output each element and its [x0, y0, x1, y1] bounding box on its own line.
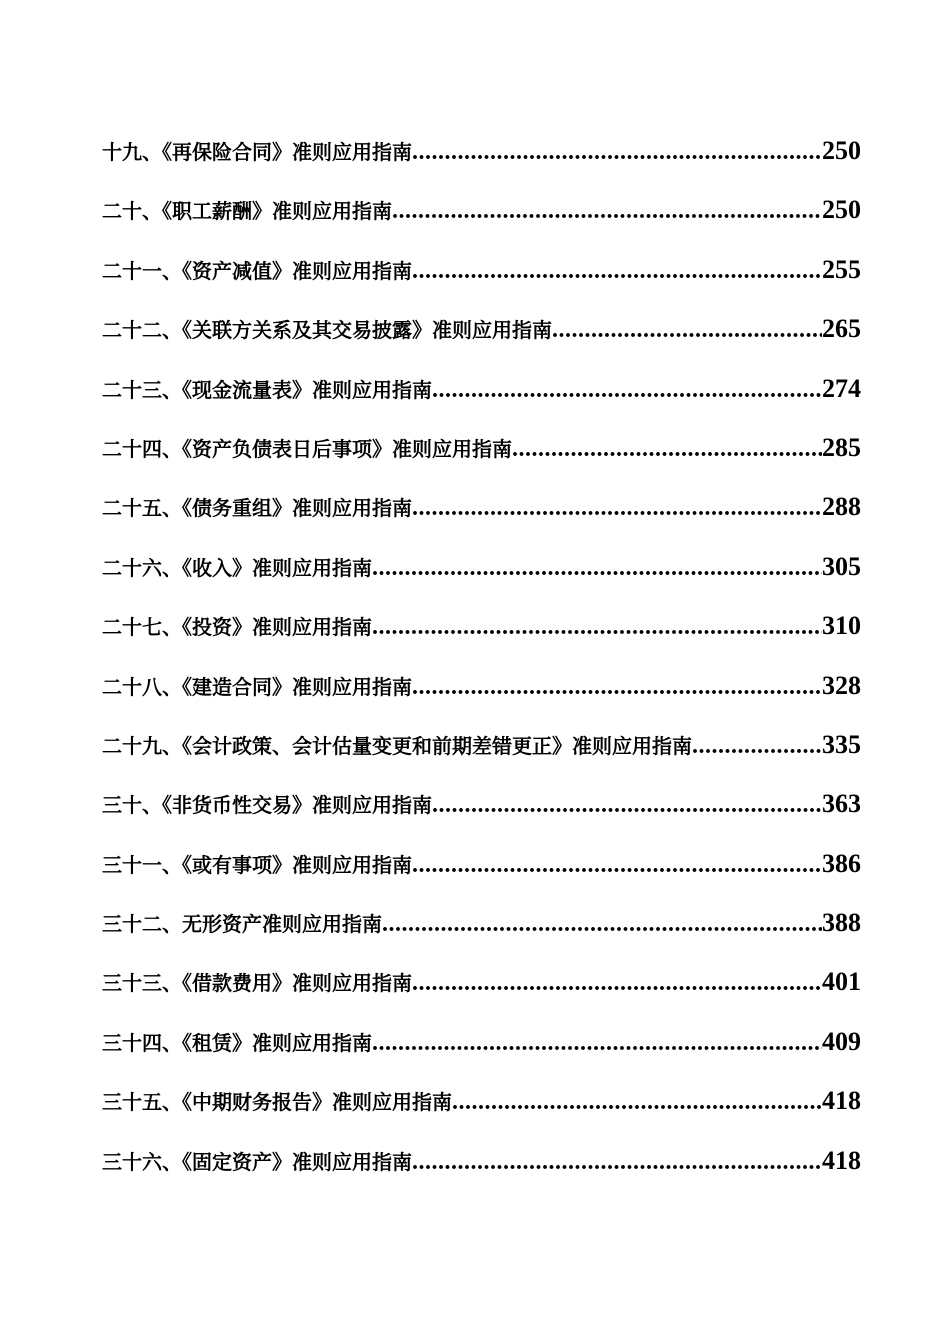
toc-entry[interactable] [102, 418, 861, 477]
toc-entry[interactable] [102, 121, 861, 180]
toc-entry-title: 三十三、《借款费用》准则应用指南 [102, 971, 412, 996]
toc-entry-title: 二十五、《债务重组》准则应用指南 [102, 496, 412, 521]
toc-entry[interactable] [102, 299, 861, 358]
dot-leader [692, 717, 822, 774]
toc-entry[interactable] [102, 477, 861, 536]
dot-leader [412, 1133, 822, 1190]
toc-entry[interactable] [102, 774, 861, 833]
toc-entry-title: 三十四、《租赁》准则应用指南 [102, 1030, 372, 1055]
dot-leader [432, 361, 822, 418]
toc-entry-page-number: 288 [822, 492, 861, 522]
toc-entry-page-number: 274 [822, 373, 861, 403]
toc-entry[interactable] [102, 1071, 861, 1130]
toc-entry-title: 十九、《再保险合同》准则应用指南 [102, 140, 412, 164]
toc-entry[interactable] [102, 359, 861, 418]
toc-entry[interactable] [102, 1131, 861, 1190]
toc-entry-page-number: 255 [822, 254, 861, 284]
toc-entry[interactable] [102, 1012, 861, 1071]
toc-entry-page-number: 250 [822, 195, 861, 225]
toc-entry-title: 三十六、《固定资产》准则应用指南 [102, 1149, 412, 1174]
dot-leader [552, 301, 822, 358]
toc-entry-title: 二十三、《现金流量表》准则应用指南 [102, 377, 432, 402]
toc-entry-title: 二十八、《建造合同》准则应用指南 [102, 674, 412, 699]
dot-leader [412, 479, 822, 536]
toc-entry-title: 三十五、《中期财务报告》准则应用指南 [102, 1090, 452, 1115]
dot-leader [372, 539, 822, 596]
toc-entry-page-number: 363 [822, 789, 861, 819]
toc-entry-page-number: 388 [822, 908, 861, 938]
toc-entry[interactable] [102, 952, 861, 1011]
toc-entry-title: 二十、《职工薪酬》准则应用指南 [102, 199, 392, 224]
dot-leader [412, 836, 822, 893]
toc-entry-title: 二十四、《资产负债表日后事项》准则应用指南 [102, 436, 512, 461]
toc-entry-title: 二十九、《会计政策、会计估量变更和前期差错更正》准则应用指南 [102, 733, 692, 758]
toc-entry[interactable] [102, 537, 861, 596]
toc-entry-page-number: 418 [822, 1086, 861, 1116]
dot-leader [412, 658, 822, 715]
toc-entry-title: 二十二、《关联方关系及其交易披露》准则应用指南 [102, 318, 552, 343]
toc-entry[interactable] [102, 834, 861, 893]
toc-entry-page-number: 328 [822, 670, 861, 700]
toc-entry-title: 三十、《非货币性交易》准则应用指南 [102, 793, 432, 818]
toc-entry[interactable] [102, 596, 861, 655]
toc-entry[interactable] [102, 893, 861, 952]
toc-entry-page-number: 418 [822, 1145, 861, 1175]
toc-entry-title: 二十六、《收入》准则应用指南 [102, 555, 372, 580]
toc-entry-page-number: 409 [822, 1026, 861, 1056]
toc-entry[interactable] [102, 656, 861, 715]
table-of-contents [102, 121, 861, 1190]
toc-entry-page-number: 335 [822, 729, 861, 759]
dot-leader [412, 954, 822, 1011]
toc-entry-title: 二十一、《资产减值》准则应用指南 [102, 258, 412, 283]
toc-entry-page-number: 310 [822, 611, 861, 641]
toc-entry-page-number: 285 [822, 432, 861, 462]
dot-leader [372, 1014, 822, 1071]
dot-leader [392, 182, 822, 239]
toc-entry-page-number: 305 [822, 551, 861, 581]
dot-leader [412, 242, 822, 299]
toc-entry[interactable] [102, 240, 861, 299]
dot-leader [512, 420, 822, 477]
toc-entry-title: 三十一、《或有事项》准则应用指南 [102, 852, 412, 877]
toc-entry-page-number: 265 [822, 314, 861, 344]
toc-entry-page-number: 401 [822, 967, 861, 997]
toc-entry-title: 二十七、《投资》准则应用指南 [102, 615, 372, 640]
dot-leader [452, 1073, 822, 1130]
toc-entry[interactable] [102, 715, 861, 774]
toc-entry[interactable] [102, 180, 861, 239]
dot-leader [382, 895, 822, 952]
toc-entry-title: 三十二、无形资产准则应用指南 [102, 912, 382, 937]
dot-leader [412, 123, 822, 180]
dot-leader [432, 776, 822, 833]
dot-leader [372, 598, 822, 655]
toc-entry-page-number: 386 [822, 848, 861, 878]
toc-entry-page-number: 250 [822, 136, 861, 165]
